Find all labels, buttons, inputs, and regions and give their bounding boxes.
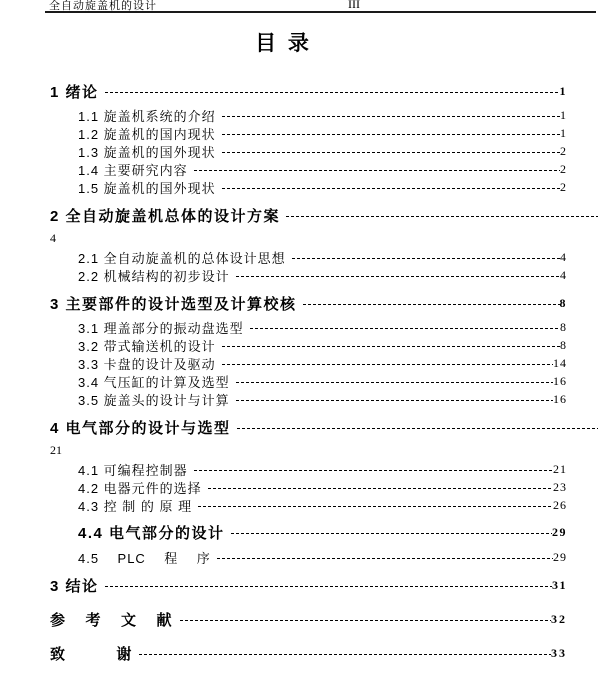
toc-entry[interactable] (50, 609, 567, 629)
dot-leader (237, 428, 598, 429)
toc-entry-label: 3.2 带式输送机的设计 (78, 338, 216, 354)
toc-entry[interactable] (78, 178, 567, 196)
dot-leader (222, 116, 560, 117)
toc-list (0, 81, 600, 663)
dot-leader (222, 346, 560, 347)
toc-entry-label: 参 考 文 献 (50, 611, 174, 629)
toc-entry-page: 14 (553, 355, 567, 370)
toc-entry-page: 2 (560, 143, 567, 158)
dot-leader (139, 654, 551, 655)
toc-entry-label: 1.4 主要研究内容 (78, 162, 188, 178)
toc-entry-page: 29 (553, 549, 567, 564)
dot-leader (303, 304, 560, 305)
toc-entry-page: 32 (551, 611, 567, 626)
dot-leader (222, 134, 560, 135)
toc-entry[interactable] (78, 248, 567, 266)
dot-leader (286, 216, 598, 217)
dot-leader (222, 188, 560, 189)
toc-entry[interactable] (78, 354, 567, 372)
toc-entry-label: 致 谢 (50, 645, 134, 663)
toc-entry-label: 2.1 全自动旋盖机的总体设计思想 (78, 250, 286, 266)
toc-entry-label: 4 电气部分的设计与选型 (50, 419, 231, 437)
toc-entry-label: 4.2 电器元件的选择 (78, 480, 202, 496)
toc-entry[interactable] (78, 372, 567, 390)
toc-entry-label: 1.5 旋盖机的国外现状 (78, 180, 216, 196)
toc-entry[interactable] (78, 522, 567, 542)
toc-entry-page: 8 (560, 337, 567, 352)
toc-entry-page: 16 (553, 391, 567, 406)
toc-entry[interactable] (50, 575, 567, 595)
toc-entry-page: 4 (560, 249, 567, 264)
toc-entry[interactable] (50, 230, 567, 246)
toc-entry-label: 3.1 理盖部分的振动盘选型 (78, 320, 244, 336)
toc-entry[interactable] (78, 266, 567, 284)
toc-entry[interactable] (78, 106, 567, 124)
toc-entry-label: 3.4 气压缸的计算及选型 (78, 374, 230, 390)
toc-entry-page: 1 (560, 107, 567, 122)
toc-entry-page: 16 (553, 373, 567, 388)
toc-entry-label: 1.3 旋盖机的国外现状 (78, 144, 216, 160)
toc-entry-label: 4.1 可编程控制器 (78, 462, 188, 478)
dot-leader (222, 152, 560, 153)
toc-entry-page: 8 (560, 319, 567, 334)
toc-entry[interactable] (78, 318, 567, 336)
toc-entry-page: 4 (560, 267, 567, 282)
toc-entry-label: 2.2 机械结构的初步设计 (78, 268, 230, 284)
toc-entry[interactable] (50, 293, 567, 313)
toc-entry-label: 3 主要部件的设计选型及计算校核 (50, 295, 297, 313)
dot-leader (236, 382, 553, 383)
toc-entry[interactable] (78, 390, 567, 408)
toc-entry[interactable] (50, 643, 567, 663)
dot-leader (222, 364, 553, 365)
toc-entry-page: 1 (560, 125, 567, 140)
dot-leader (250, 328, 560, 329)
dot-leader (236, 276, 560, 277)
dot-leader (236, 400, 553, 401)
header-page-number: III (348, 0, 360, 11)
toc-entry[interactable] (50, 442, 567, 458)
dot-leader (208, 488, 553, 489)
running-header (45, 0, 596, 13)
dot-leader (194, 470, 553, 471)
toc-entry-page: 33 (551, 645, 567, 660)
toc-entry[interactable] (78, 142, 567, 160)
toc-entry-label: 1 绪论 (50, 83, 99, 101)
toc-entry-label: 1.1 旋盖机系统的介绍 (78, 108, 216, 124)
toc-entry-page: 2 (560, 179, 567, 194)
toc-entry-page: 29 (552, 524, 567, 539)
toc-entry[interactable] (50, 417, 598, 437)
toc-entry[interactable] (78, 548, 567, 566)
toc-entry[interactable] (78, 496, 567, 514)
toc-entry-label: 3.3 卡盘的设计及驱动 (78, 356, 216, 372)
toc-title: 目 录 (255, 32, 309, 55)
toc-entry-label: 1.2 旋盖机的国内现状 (78, 126, 216, 142)
toc-entry[interactable] (78, 160, 567, 178)
toc-entry-page: 1 (559, 83, 567, 98)
dot-leader (231, 533, 552, 534)
toc-entry-label: 3 结论 (50, 577, 99, 595)
toc-entry[interactable] (78, 478, 567, 496)
toc-entry-label: 4.5 PLC 程 序 (78, 550, 211, 566)
dot-leader (198, 506, 553, 507)
toc-entry-page: 31 (552, 577, 567, 592)
toc-entry[interactable] (78, 460, 567, 478)
toc-entry[interactable] (50, 81, 567, 101)
dot-leader (180, 620, 551, 621)
toc-entry-page: 21 (553, 461, 567, 476)
toc-entry-label: 4 (50, 230, 56, 245)
dot-leader (217, 558, 553, 559)
toc-entry-page: 2 (560, 161, 567, 176)
running-header-title: 全自动旋盖机的设计 (49, 0, 157, 12)
toc-entry-label: 4.4 电气部分的设计 (78, 524, 225, 542)
dot-leader (105, 586, 552, 587)
toc-entry-label: 4.3 控 制 的 原 理 (78, 498, 193, 514)
toc-entry-page: 26 (553, 497, 567, 512)
toc-entry[interactable] (78, 124, 567, 142)
toc-entry-label: 2 全自动旋盖机总体的设计方案 (50, 207, 281, 225)
toc-entry[interactable] (50, 205, 598, 225)
toc-entry-page: 8 (559, 295, 567, 310)
toc-entry[interactable] (78, 336, 567, 354)
toc-entry-label: 21 (50, 442, 62, 457)
dot-leader (105, 92, 560, 93)
toc-entry-label: 3.5 旋盖头的设计与计算 (78, 392, 230, 408)
dot-leader (292, 258, 560, 259)
dot-leader (194, 170, 560, 171)
toc-entry-page: 23 (553, 479, 567, 494)
